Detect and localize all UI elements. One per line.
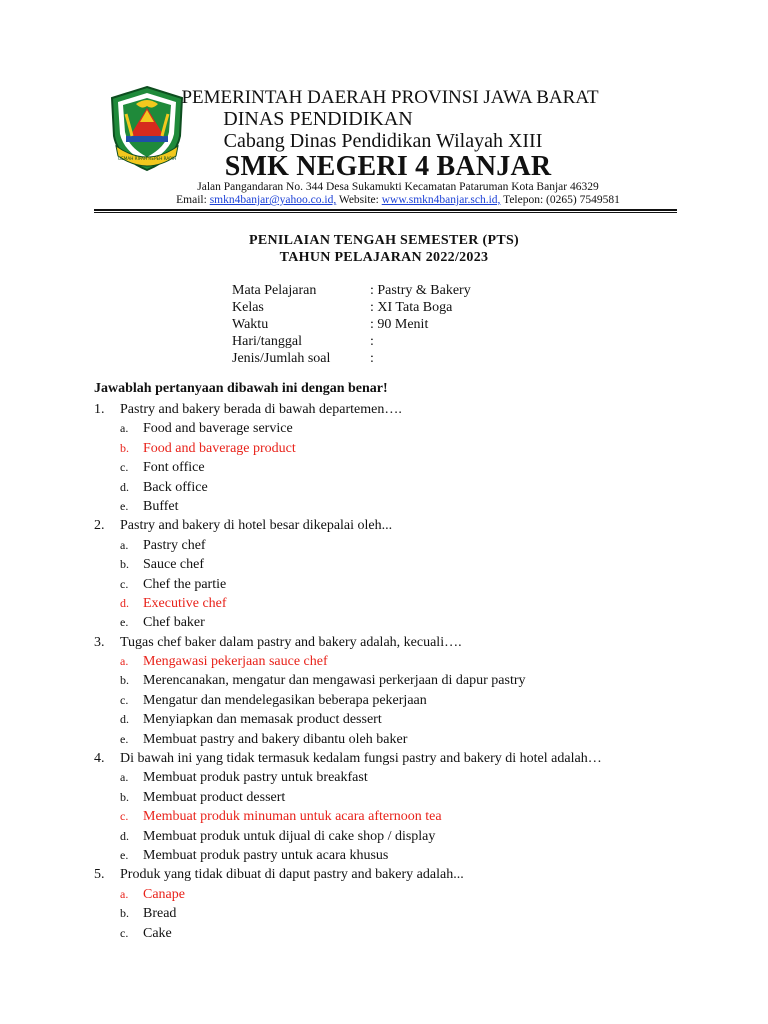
question-number: 3. [94,634,105,650]
option-text: Buffet [143,498,179,514]
option [94,419,734,438]
option-text: Canape [143,886,185,902]
option-letter: b. [120,906,129,921]
info-row-subject [232,282,471,299]
option-letter: c. [120,576,129,591]
option [94,691,734,710]
info-value: : [370,334,374,349]
option [94,497,734,516]
option-text: Menyiapkan dan memasak product dessert [143,712,382,728]
option [94,807,734,826]
option [94,458,734,477]
option-text: Cake [143,925,172,941]
option-text: Food and baverage service [143,421,293,437]
info-row-date [232,333,471,350]
header-province: PEMERINTAH DAERAH PROVINSI JAWA BARAT [181,87,599,108]
option [94,613,734,632]
info-value: : 90 Menit [370,317,429,332]
option-letter: d. [120,595,129,610]
academic-year: TAHUN PELAJARAN 2022/2023 [279,250,489,265]
option-text: Merencanakan, mengatur dan mengawasi perkerjaan di dapur pastry [143,673,526,689]
option-text: Bread [143,906,177,922]
svg-text:GEMAH RIPAH REPEH RAPIH: GEMAH RIPAH REPEH RAPIH [117,156,177,161]
option-text: Chef baker [143,615,205,631]
option [94,827,734,846]
instruction-text: Jawablah pertanyaan dibawah ini dengan benar! [94,381,388,396]
email-link[interactable]: smkn4banjar@yahoo.co.id, [209,194,337,206]
option-text: Chef the partie [143,576,227,592]
option-text: Back office [143,479,208,495]
option [94,652,734,671]
option [94,924,734,943]
option-text: Font office [143,460,205,476]
option [94,768,734,787]
option [94,594,734,613]
info-value: : [370,351,374,366]
option [94,710,734,729]
option [94,730,734,749]
question-number: 2. [94,518,105,534]
exam-info [232,282,471,367]
option-letter: b. [120,440,129,455]
option-letter: d. [120,712,129,727]
option-letter: a. [120,770,129,785]
question-number: 4. [94,751,105,767]
question-1 [94,400,734,419]
question-3 [94,633,734,652]
question-list [94,400,734,943]
website-link[interactable]: www.smkn4banjar.sch.id, [381,194,501,206]
question-text: Produk yang tidak dibuat di daput pastry and bakery adalah... [120,867,464,883]
question-4 [94,749,734,768]
option-letter: a. [120,654,129,669]
school-address: Jalan Pangandaran No. 344 Desa Sukamukti Kecamatan Pataruman Kota Banjar 46329 [197,181,599,193]
option [94,478,734,497]
info-row-time [232,316,471,333]
option-text: Mengatur dan mendelegasikan beberapa pekerjaan [143,692,427,708]
option [94,671,734,690]
option-letter: b. [120,557,129,572]
question-2 [94,516,734,535]
option-letter: c. [120,809,129,824]
info-value: : XI Tata Boga [370,300,453,315]
option-text: Membuat produk untuk dijual di cake shop / display [143,828,436,844]
school-name: SMK NEGERI 4 BANJAR [224,151,552,182]
option-letter: b. [120,673,129,688]
option [94,536,734,555]
option-letter: e. [120,847,129,862]
exam-title: PENILAIAN TENGAH SEMESTER (PTS) [248,233,520,248]
option-text: Membuat pastry and bakery dibantu oleh baker [143,731,408,747]
option-letter: a. [120,537,129,552]
option [94,885,734,904]
question-text: Pastry and bakery di hotel besar dikepalai oleh... [120,518,393,534]
contact-line [14,194,768,206]
info-row-class [232,299,471,316]
option-letter: c. [120,925,129,940]
email-label: Email: [176,194,210,206]
option [94,846,734,865]
header-branch: Cabang Dinas Pendidikan Wilayah XIII [223,130,543,152]
question-text: Pastry and bakery berada di bawah departemen…. [120,402,402,417]
option-letter: a. [120,886,129,901]
option-text: Food and baverage product [143,440,296,456]
option [94,904,734,923]
option [94,788,734,807]
info-value: : Pastry & Bakery [370,283,471,298]
question-text: Di bawah ini yang tidak termasuk kedalam fungsi pastry and bakery di hotel adalah… [120,751,602,767]
option-text: Executive chef [143,595,227,611]
phone-text: Telepon: (0265) 7549581 [500,194,620,206]
info-label: Jenis/Jumlah soal [232,351,331,366]
option-text: Pastry chef [143,537,206,553]
info-label: Mata Pelajaran [232,283,317,298]
question-number: 5. [94,867,105,883]
option-text: Membuat product dessert [143,789,286,805]
info-label: Waktu [232,317,269,332]
option-letter: e. [120,731,129,746]
option [94,575,734,594]
header-department: DINAS PENDIDIKAN [223,108,413,130]
option-text: Mengawasi pekerjaan sauce chef [143,654,328,670]
option [94,439,734,458]
option-letter: a. [120,421,129,436]
option-letter: e. [120,498,129,513]
option-letter: b. [120,789,129,804]
info-label: Hari/tanggal [232,334,302,349]
question-text: Tugas chef baker dalam pastry and bakery adalah, kecuali…. [120,634,462,650]
option-letter: d. [120,479,129,494]
info-row-question-count [232,350,471,367]
header-divider-thin [94,212,677,213]
option-text: Sauce chef [143,557,205,573]
option-letter: e. [120,615,129,630]
info-label: Kelas [232,300,264,315]
header-divider-thick [94,209,677,211]
option-text: Membuat produk minuman untuk acara afternoon tea [143,809,442,825]
option-text: Membuat produk pastry untuk breakfast [143,770,368,786]
question-number: 1. [94,402,105,417]
option [94,555,734,574]
website-label: Website: [336,194,382,206]
option-letter: c. [120,460,129,475]
option-letter: d. [120,828,129,843]
question-5 [94,865,734,884]
option-letter: c. [120,692,129,707]
option-text: Membuat produk pastry untuk acara khusus [143,847,389,863]
